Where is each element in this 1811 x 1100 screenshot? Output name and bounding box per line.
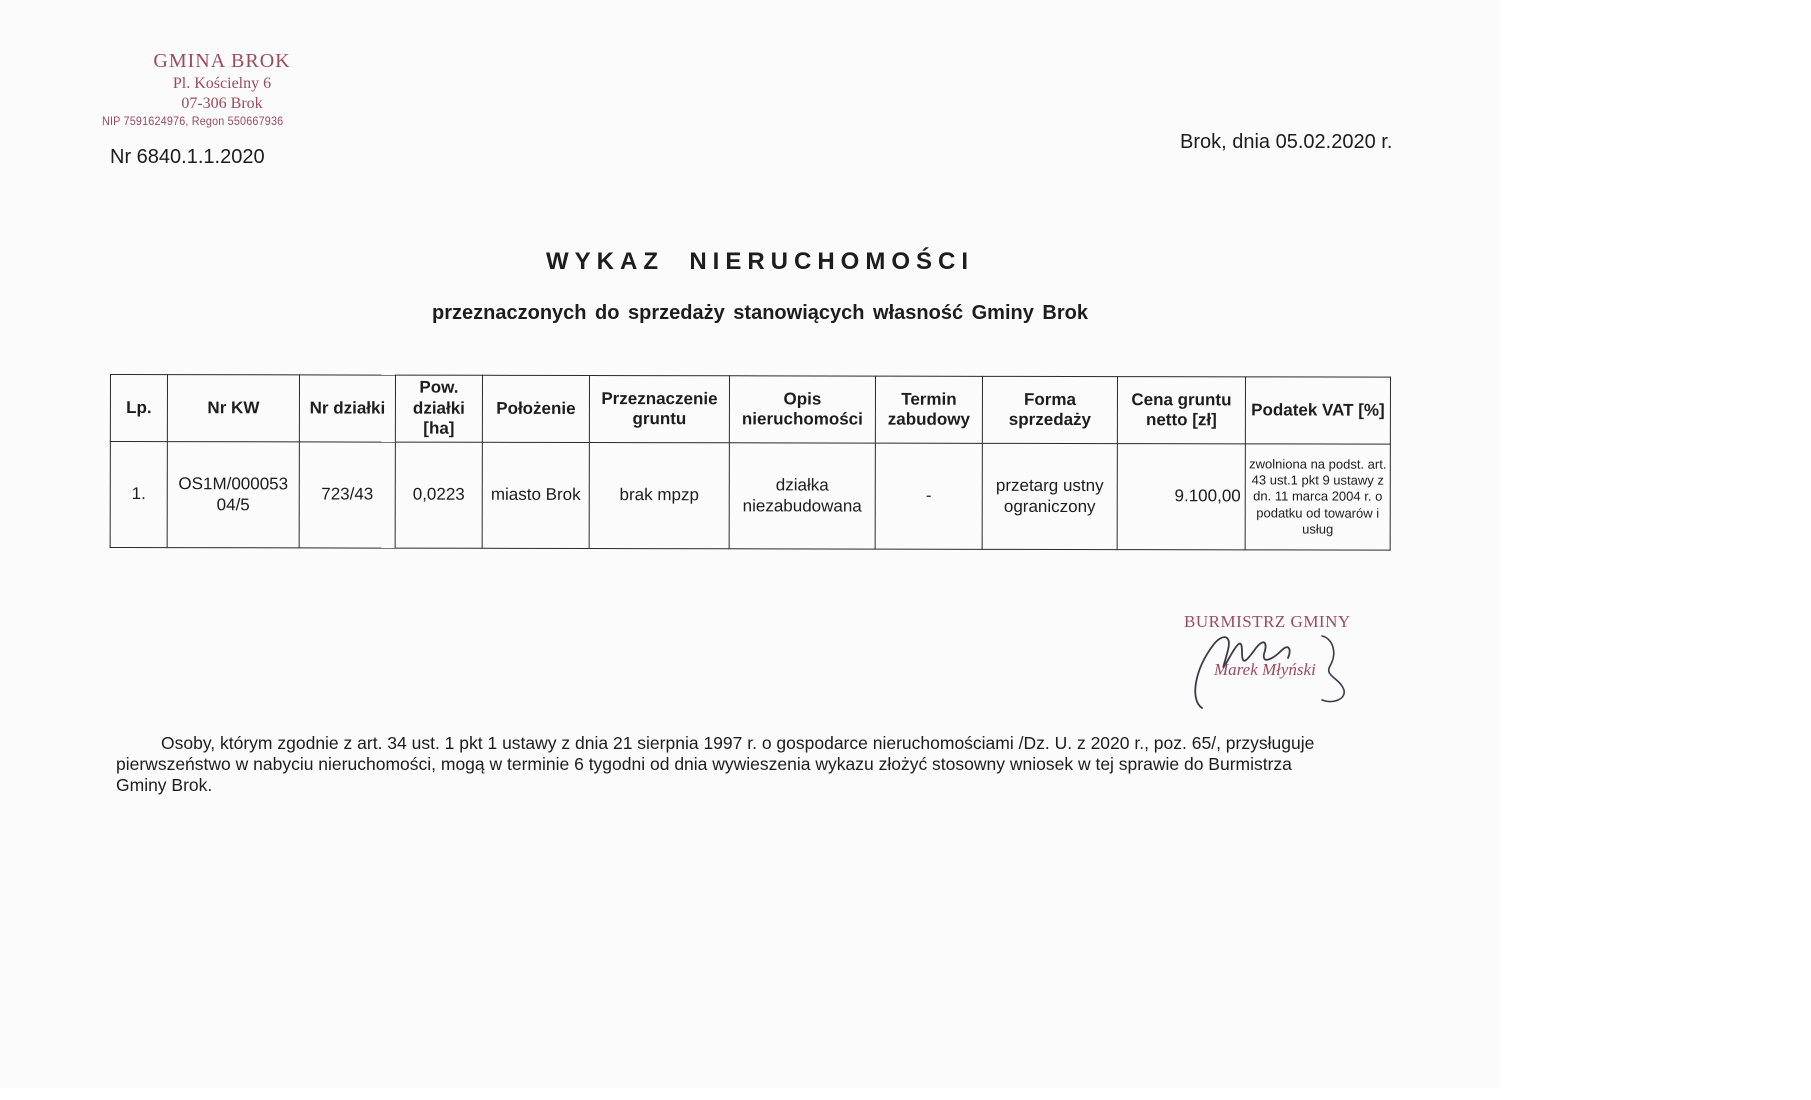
cell-nr-dzialki: 723/43 xyxy=(299,442,395,548)
header-przeznaczenie: Przeznaczenie gruntu xyxy=(589,376,729,443)
notice-paragraph xyxy=(116,733,1346,796)
stamp-postal: 07-306 Brok xyxy=(181,95,263,112)
municipality-stamp xyxy=(102,49,342,129)
header-cena: Cena gruntu netto [zł] xyxy=(1117,377,1245,444)
header-polozenie: Położenie xyxy=(482,375,589,442)
cell-forma: przetarg ustny ograniczony xyxy=(982,443,1117,549)
cell-nr-kw: OS1M/000053 04/5 xyxy=(167,442,299,548)
stamp-name: GMINA BROK xyxy=(153,50,291,72)
document-title: WYKAZ NIERUCHOMOŚCI xyxy=(546,248,974,275)
stamp-street: Pl. Kościelny 6 xyxy=(172,75,272,92)
cell-lp: 1. xyxy=(110,442,167,548)
notice-text: Osoby, którym zgodnie z art. 34 ust. 1 pkt 1 ustawy z dnia 21 sierpnia 1997 r. o gospodarce nieruchomościami /Dz. U. z 2020 r., poz. 65/, przysługuje pierwszeństwo w nabyciu nieruchomości, mogą w terminie 6 tygodni od dnia wywieszenia wykazu złożyć stosowny wniosek w tej sprawie do Burmistrza Gminy Brok. xyxy=(116,733,1315,795)
header-opis: Opis nieruchomości xyxy=(729,376,875,443)
header-pow-dzialki: Pow. działki [ha] xyxy=(395,375,482,442)
cell-pow-dzialki: 0,0223 xyxy=(395,442,482,548)
property-table xyxy=(110,374,1391,551)
cell-opis: działka niezabudowana xyxy=(729,443,875,549)
header-forma: Forma sprzedaży xyxy=(982,376,1117,443)
stamp-ids: NIP 7591624976, Regon 550667936 xyxy=(102,114,284,128)
signature-title: BURMISTRZ GMINY xyxy=(1184,612,1351,631)
table-row xyxy=(110,442,1390,551)
cell-termin: - xyxy=(875,443,982,549)
cell-polozenie: miasto Brok xyxy=(482,442,589,548)
header-termin: Termin zabudowy xyxy=(875,376,982,443)
place-date: Brok, dnia 05.02.2020 r. xyxy=(1180,131,1393,153)
header-vat: Podatek VAT [%] xyxy=(1245,377,1390,444)
signature-name: Marek Młyński xyxy=(1214,660,1316,679)
cell-vat: zwolniona na podst. art. 43 ust.1 pkt 9 ustawy z dn. 11 marca 2004 r. o podatku od towarów i usług xyxy=(1245,444,1390,550)
document-subtitle: przeznaczonych do sprzedaży stanowiących własność Gminy Brok xyxy=(432,302,1088,324)
cell-cena: 9.100,00 xyxy=(1117,444,1245,550)
cell-przeznaczenie: brak mpzp xyxy=(589,443,729,549)
header-nr-dzialki: Nr działki xyxy=(299,375,395,442)
table-header-row xyxy=(110,375,1390,445)
header-nr-kw: Nr KW xyxy=(167,375,299,442)
reference-number: Nr 6840.1.1.2020 xyxy=(110,146,265,168)
header-lp: Lp. xyxy=(110,375,167,442)
